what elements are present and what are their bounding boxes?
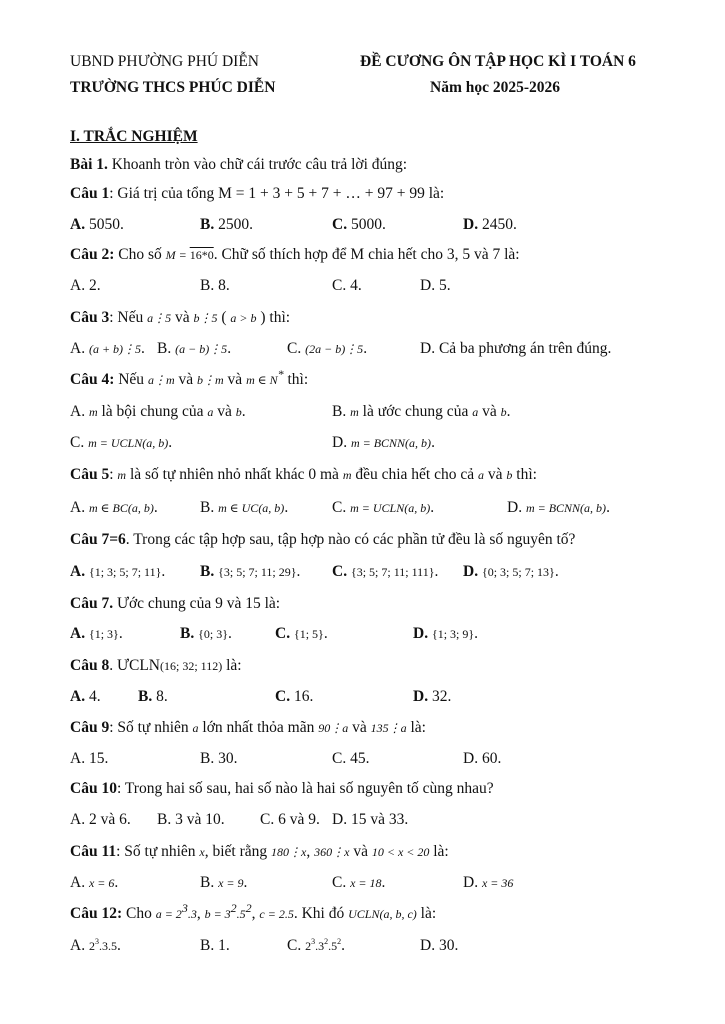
option-letter: B. [157,340,176,357]
math-expr: 135⋮a [370,721,407,735]
math-expr: b⋮5 [193,311,218,325]
exercise-1-instruction [70,156,407,174]
math-var: b [235,405,242,419]
question-9-text: lớn nhất thỏa mãn [198,719,319,736]
math-expr: 90⋮a [318,721,349,735]
question-11-text: , [306,843,315,860]
math-exponent: 3 [311,937,316,946]
option-letter: B. [200,874,219,891]
question-10-text: : Trong hai số sau, hai số nào là hai số nguyên tố cùng nhau? [116,780,494,797]
math-expr: b⋮m [197,373,224,387]
option-letter: B. [200,216,215,233]
question-7-text: Ước chung của 9 và 15 là: [113,595,281,612]
math-set: {0; 3} [198,627,228,641]
connector: và [174,371,197,388]
question-12 [70,901,437,923]
math-expr: .3.5 [98,939,117,953]
option-letter: A. [70,874,89,891]
math-expr: .5 [236,907,246,921]
q10-option-c: C. 6 và 9. [260,811,320,828]
option-letter: C. [70,434,89,451]
math-var: m [342,468,352,482]
question-11-text: và [349,843,372,860]
question-4-label: Câu 4: [70,371,115,388]
option-text: . [431,434,435,451]
math-var: m [88,405,98,419]
option-text: . [168,434,173,451]
option-text: . [114,874,119,891]
math-expr: x = 18 [350,876,382,890]
q9-option-c: C. 45. [332,750,370,767]
math-expr: (2a − b)⋮5 [305,342,364,356]
option-letter: B. [332,403,351,420]
q2-option-a: A. 2. [70,277,101,294]
option-text: và [478,403,501,420]
option-text: 2500. [214,216,253,233]
math-var: m [117,468,127,482]
question-12-text: Cho [122,905,156,922]
q12-option-a [70,937,121,955]
math-expr: m = UCLN(a, b) [88,436,169,450]
q6-option-a [70,563,165,581]
math-expr: .3 [315,939,325,953]
option-text: . [554,563,559,580]
math-expr: c = 2.5 [259,907,294,921]
math-expr: 360⋮x [314,845,350,859]
option-text: 8. [152,688,168,705]
q8-option-c [275,688,313,706]
question-7-label: Câu 7. [70,595,114,612]
question-8-post: là: [222,657,242,674]
option-letter: A. [70,403,89,420]
question-6 [70,531,575,549]
q4-option-b [332,403,510,421]
connector: ) thì: [256,309,291,326]
question-5 [70,466,537,484]
option-letter: C. [287,340,306,357]
question-11-label: Câu 11 [70,843,117,860]
option-letter: D. [332,434,351,451]
q7-option-c [275,625,328,643]
option-letter: D. [420,340,439,357]
option-letter: A. [70,499,89,516]
math-expr: x = 6 [88,876,115,890]
connector: và [223,371,247,388]
question-5-text: : [109,466,118,483]
option-text: . [243,874,248,891]
math-expr: a⋮m [147,373,175,387]
q9-option-b: B. 30. [200,750,238,767]
option-text: . [284,499,289,516]
q8-option-b [138,688,168,706]
question-2-post: . Chữ số thích hợp để M chia hết cho 3, 5 và 7 là: [213,246,520,263]
option-letter: A. [70,216,86,233]
option-text: . [153,499,158,516]
question-1 [70,185,444,203]
q12-option-c [287,937,345,955]
question-2 [70,246,520,264]
exercise-1-text: Khoanh tròn vào chữ cái trước câu trả lời đúng: [107,156,408,173]
option-text: . [227,340,232,357]
q10-option-b: B. 3 và 10. [157,811,225,828]
math-exponent: 2 [230,901,237,915]
question-8-label: Câu 8 [70,657,110,674]
connector: và [171,309,194,326]
q5-option-c [332,499,434,517]
question-7 [70,595,280,613]
q7-option-a [70,625,123,643]
option-text: 5050. [85,216,124,233]
math-exponent: 2 [324,937,329,946]
question-12-text: là: [416,905,437,922]
math-set: {1; 3} [88,627,119,641]
math-expr: a = 2 [155,907,182,921]
option-text: 5000. [347,216,386,233]
math-expr: x = 9 [218,876,244,890]
question-5-label: Câu 5 [70,466,110,483]
q6-option-b [200,563,300,581]
q1-option-a [70,216,124,234]
math-var: a [192,721,199,735]
question-3 [70,309,290,327]
math-exponent: 2 [245,901,252,915]
option-letter: B. [200,563,215,580]
q2-option-d: D. 5. [420,277,451,294]
option-letter: D. [463,874,482,891]
option-text: là bội chung của [97,403,208,420]
option-text: . [241,403,246,420]
question-1-label: Câu 1 [70,185,110,202]
question-8 [70,657,242,675]
question-9 [70,719,426,737]
math-expr: 180⋮x [271,845,307,859]
math-expr: a⋮5 [147,311,172,325]
math-expr: x = 36 [481,876,514,890]
option-text: . [227,625,232,642]
option-letter: C. [275,625,291,642]
option-letter: C. [332,874,351,891]
math-expr: (16; 32; 112) [159,659,223,673]
q10-option-d: D. 15 và 33. [332,811,409,828]
question-3-label: Câu 3 [70,309,110,326]
math-superscript: * [277,367,284,381]
question-4-post: thì: [283,371,309,388]
q8-option-d [413,688,451,706]
option-letter: A. [70,937,89,954]
question-12-text: . Khi đó [293,905,349,922]
question-10 [70,780,494,798]
question-5-text: và [484,466,507,483]
question-4-pre: Nếu [114,371,148,388]
math-set: {3; 5; 7; 11; 29} [218,565,297,579]
question-9-text: và [348,719,371,736]
option-text: . [341,937,345,954]
option-letter: C. [275,688,291,705]
question-5-text: là số tự nhiên nhỏ nhất khác 0 mà [126,466,343,483]
q12-option-d: D. 30. [420,937,459,954]
question-4 [70,367,309,389]
q5-option-a [70,499,158,517]
option-letter: A. [70,563,86,580]
question-2-label: Câu 2: [70,246,115,263]
option-letter: A. [70,340,89,357]
q9-option-d: D. 60. [463,750,502,767]
math-exponent: 3 [94,937,99,946]
q1-option-c [332,216,386,234]
math-expr: 10 < x < 20 [371,845,430,859]
question-10-label: Câu 10 [70,780,117,797]
math-set: {0; 3; 5; 7; 13} [481,565,555,579]
question-11-text: là: [429,843,449,860]
q3-option-a [70,340,145,358]
q9-option-a: A. 15. [70,750,109,767]
question-8-pre: . ƯCLN [109,657,160,674]
option-text: . [506,403,511,420]
option-letter: D. [463,216,479,233]
q1-option-b [200,216,253,234]
option-text: 32. [428,688,452,705]
question-6-label: Câu 7=6 [70,531,126,548]
question-11 [70,843,449,861]
q6-option-c [332,563,438,581]
option-letter: D. [507,499,526,516]
math-expr: .5 [328,939,338,953]
option-letter: C. [332,499,351,516]
option-text: . [363,340,368,357]
math-expr: a > b [230,311,257,325]
q11-option-d [463,874,513,892]
q8-option-a [70,688,101,706]
q3-option-d [420,340,611,358]
math-expr: 2 [305,939,312,953]
q7-option-b [180,625,232,643]
q5-option-d [507,499,610,517]
math-expr: m ∈ N [246,373,278,387]
q11-option-c [332,874,385,892]
option-text: và [213,403,236,420]
q3-option-b [157,340,231,358]
option-text: . [323,625,328,642]
q12-option-b: B. 1. [200,937,230,954]
question-2-pre: Cho số [114,246,166,263]
question-6-text: . Trong các tập hợp sau, tập hợp nào có các phần tử đều là số nguyên tố? [125,531,576,548]
option-letter: D. [463,563,479,580]
option-letter: A. [70,625,86,642]
math-var: m [350,405,359,419]
math-var: a [478,468,485,482]
q7-option-d [413,625,478,643]
header-year: Năm học 2025-2026 [430,79,561,96]
separator: , [196,905,205,922]
math-exponent: 2 [337,937,342,946]
option-text: Cả ba phương án trên đúng. [438,340,612,357]
question-3-pre: : Nếu [109,309,148,326]
math-exponent: 3 [181,901,188,915]
option-text: . [381,874,386,891]
math-expr: 2 [88,939,95,953]
math-var: b [506,468,513,482]
q4-option-c [70,434,172,452]
option-text: . [118,625,123,642]
connector: ( [217,309,231,326]
math-expr: m ∈ BC(a, b) [88,501,154,515]
math-number-overline: 16*0 [189,248,214,262]
q5-option-b [200,499,288,517]
math-var: a [472,405,479,419]
question-5-text: đều chia hết cho cả [351,466,479,483]
option-letter: D. [413,625,429,642]
option-text: là ước chung của [358,403,473,420]
question-11-text: , biết rằng [204,843,272,860]
q11-option-b [200,874,247,892]
q4-option-d [332,434,435,452]
option-letter: B. [138,688,153,705]
option-letter: B. [200,499,219,516]
option-letter: C. [332,563,348,580]
question-9-text: là: [406,719,426,736]
math-set: {1; 3; 5; 7; 11} [88,565,162,579]
option-text: . [430,499,435,516]
option-text: . [141,340,145,357]
option-letter: B. [180,625,195,642]
math-set: {1; 5} [293,627,324,641]
q1-option-d [463,216,517,234]
math-m-lhs: M = [165,248,190,262]
question-12-label: Câu 12: [70,905,123,922]
exercise-1-label: Bài 1. [70,156,108,173]
math-var: b [500,405,507,419]
option-text: . [116,937,121,954]
q11-option-a [70,874,118,892]
math-set: {3; 5; 7; 11; 111} [350,565,435,579]
q2-option-b: B. 8. [200,277,230,294]
question-9-text: : Số tự nhiên [109,719,193,736]
option-letter: D. [413,688,429,705]
option-letter: C. [332,216,348,233]
math-expr: m = BCNN(a, b) [350,436,432,450]
q2-option-c: C. 4. [332,277,362,294]
header-title: ĐỀ CƯƠNG ÔN TẬP HỌC KÌ I TOÁN 6 [360,53,636,70]
option-letter: A. [70,688,86,705]
question-9-label: Câu 9 [70,719,110,736]
option-text: . [474,625,479,642]
math-var: x [199,845,205,859]
header-school: TRƯỜNG THCS PHÚC DIỄN [70,79,276,96]
question-11-text: : Số tự nhiên [116,843,200,860]
q6-option-d [463,563,559,581]
q3-option-c [287,340,367,358]
q10-option-a: A. 2 và 6. [70,811,131,828]
math-expr: m = BCNN(a, b) [525,501,607,515]
math-expr: (a − b)⋮5 [175,342,228,356]
math-var: a [207,405,214,419]
option-text: 16. [290,688,314,705]
option-text: 2450. [478,216,517,233]
option-text: . [161,563,166,580]
math-expr: m ∈ UC(a, b) [218,501,285,515]
question-5-text: thì: [512,466,537,483]
math-expr: UCLN(a, b, c) [348,907,417,921]
math-expr: b = 3 [204,907,231,921]
header-ward: UBND PHƯỜNG PHÚ DIỄN [70,53,259,70]
math-expr: .3 [187,907,197,921]
math-set: {1; 3; 9} [431,627,475,641]
separator: , [251,905,260,922]
q4-option-a [70,403,246,421]
math-expr: m = UCLN(a, b) [350,501,431,515]
math-expr: (a + b)⋮5 [88,342,142,356]
option-text: . [296,563,301,580]
section-title: I. TRẮC NGHIỆM [70,128,198,145]
option-letter: C. [287,937,306,954]
option-text: . [434,563,439,580]
option-text: . [606,499,610,516]
option-text: 4. [85,688,101,705]
question-1-text: : Giá trị của tổng M = 1 + 3 + 5 + 7 + … + 97 + 99 là: [109,185,445,202]
